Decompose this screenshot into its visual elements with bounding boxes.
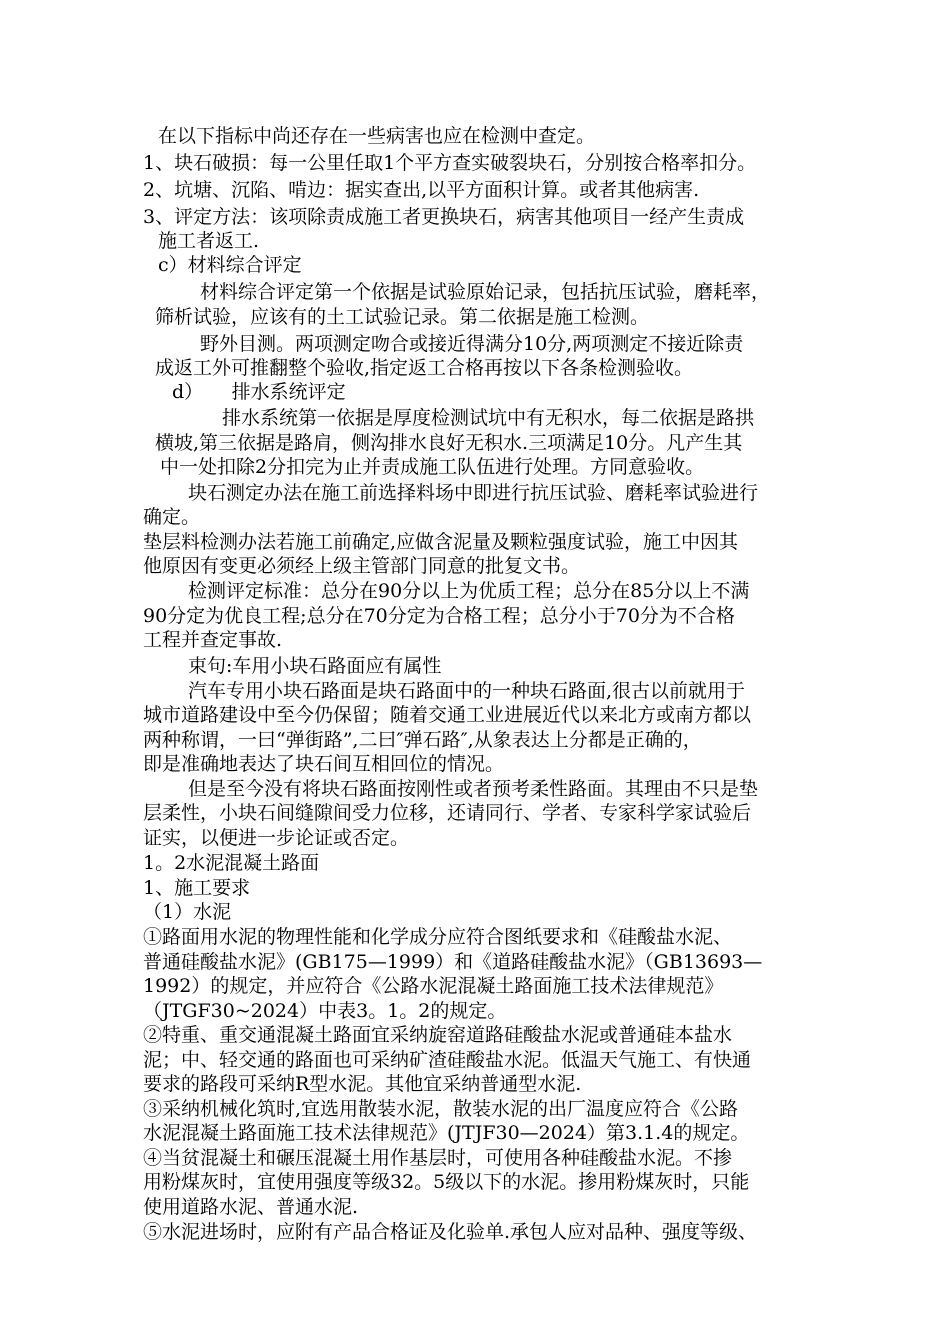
text-line: 中一处扣除2分扣完为止并责成施工队伍进行处理。方同意验收。 [160,456,705,478]
text-line: 筛析试验，应该有的土工试验记录。第二依据是施工检测。 [155,306,650,328]
text-line: 3、评定方法：该项除责成施工者更换块石，病害其他项目一经产生责成 [143,206,745,228]
text-line: 1992）的规定，并应符合《公路水泥混凝土路面施工技术法律规范》 [143,975,724,997]
text-line: 块石测定办法在施工前选择料场中即进行抗压试验、磨耗率试验进行 [188,482,759,504]
text-line: 两种称谓，一曰“弹街路”,二曰″弹石路″,从象表达上分都是正确的， [143,729,702,751]
text-line: ②特重、重交通混凝土路面宜采纳旋窑道路硅酸盐水泥或普通硅本盐水 [143,1024,733,1046]
text-line: ⑤水泥进场时，应附有产品合格证及化验单.承包人应对品种、强度等级、 [143,1221,758,1243]
text-line: ③采纳机械化筑时,宜选用散装水泥，散装水泥的出厂温度应符合《公路 [143,1098,739,1120]
text-line: 使用道路水泥、普通水泥. [143,1196,359,1218]
text-line: 城市道路建设中至今仍保留；随着交通工业进展近代以来北方或南方都以 [143,704,752,726]
text-line: 2、坑塘、沉陷、啃边：据实查出,以平方面积计算。或者其他病害. [143,179,700,201]
text-line: 他原因有变更必须经上级主管部门同意的批复文书。 [143,555,581,577]
section-heading: （1）水泥 [143,901,232,923]
text-line: 90分定为优良工程;总分在70分定为合格工程；总分小于70分为不合格 [143,605,735,627]
text-line: 材料综合评定第一个依据是试验原始记录，包括抗压试验，磨耗率， [200,281,771,303]
text-line: 证实，以便进一步论证或否定。 [143,827,410,849]
text-line: 普通硅酸盐水泥》(GB175—1999）和《道路硅酸盐水泥》（GB13693— [143,951,763,973]
text-line: 横坡,第三依据是路肩，侧沟排水良好无积水.三项满足10分。凡产生其 [155,432,743,454]
text-line: 束句:车用小块石路面应有属性 [188,655,442,677]
text-line: c）材料综合评定 [158,254,302,276]
text-line: 检测评定标准：总分在90分以上为优质工程；总分在85分以上不满 [188,580,750,602]
section-heading: 1、施工要求 [143,877,251,899]
text-line: 成返工外可推翻整个验收,指定返工合格再按以下各条检测验收。 [155,357,694,379]
text-line: 泥；中、轻交通的路面也可采纳矿渣硅酸盐水泥。低温天气施工、有快通 [143,1049,752,1071]
text-line: 但是至今没有将块石路面按刚性或者预考柔性路面。其理由不只是垫 [188,778,759,800]
text-line: 在以下指标中尚还存在一些病害也应在检测中查定。 [158,125,596,147]
text-line: 汽车专用小块石路面是块石路面中的一种块石路面,很古以前就用于 [188,680,746,702]
text-line: 野外目测。两项测定吻合或接近得满分10分,两项测定不接近除责 [200,333,744,355]
text-line: 要求的路段可采纳R型水泥。其他宜采纳普通型水泥. [143,1073,582,1095]
text-line: 水泥混凝土路面施工技术法律规范》(JTJF30—2024）第3.1.4的规定。 [143,1122,750,1144]
text-line: 即是准确地表达了块石间互相回位的情况。 [143,753,505,775]
section-heading: d） 排水系统评定 [172,381,346,403]
text-line: 施工者返工. [158,230,260,252]
text-line: （JTGF30~2024）中表3。1。2的规定。 [143,1000,507,1022]
text-line: 用粉煤灰时，宜使用强度等级32。5级以下的水泥。掺用粉煤灰时，只能 [143,1171,750,1193]
text-line: 排水系统第一依据是厚度检测试坑中有无积水，每二依据是路拱 [222,407,755,429]
text-line: 垫层料检测办法若施工前确定,应做含泥量及颗粒强度试验，施工中因其 [143,531,739,553]
text-line: 工程并查定事故. [143,629,283,651]
text-line: ④当贫混凝土和碾压混凝土用作基层时，可使用各种硅酸盐水泥。不掺 [143,1147,733,1169]
text-line: ①路面用水泥的物理性能和化学成分应符合图纸要求和《硅酸盐水泥、 [143,926,733,948]
text-line: 确定。 [143,506,201,528]
section-heading: 1。2水泥混凝土路面 [143,852,320,874]
text-line: 层柔性，小块石间缝隙间受力位移，还请同行、学者、专家科学家试验后 [143,802,752,824]
text-line: 1、块石破损：每一公里任取1个平方查实破裂块石，分别按合格率扣分。 [143,152,757,174]
